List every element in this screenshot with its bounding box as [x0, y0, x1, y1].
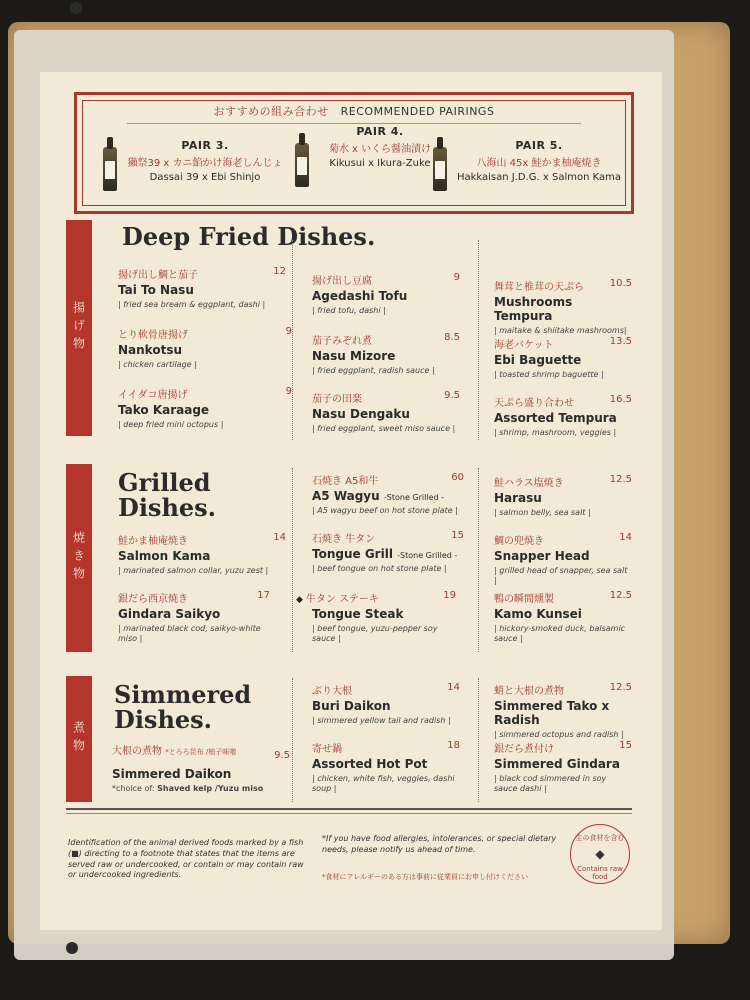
raw-fish-icon: ◆ [296, 595, 303, 605]
allergy-notice-jp: *食材にアレルギーのある方は事前に従業員にお申し付けください [322, 873, 529, 881]
menu-item: ぶり大根 14 Buri Daikon | simmered yellow tail and radish | [312, 682, 460, 725]
pair-4: PAIR 4. 菊水 x いくら醤油漬け Kikusui x Ikura-Zuke [328, 125, 432, 169]
menu-item: 蛸と大根の煮物 12.5 Simmered Tako x Radish | simmered octopus and radish | [494, 682, 632, 739]
menu-page [40, 72, 662, 930]
pair-3: PAIR 3. 獺祭39 x カニ餡かけ海老しんじょ Dassai 39 x Ebi Shinjo [127, 139, 283, 183]
pair-5: PAIR 5. 八海山 45x 鮭かま柚庵焼き Hakkaisan J.D.G. x Salmon Kama [456, 139, 622, 183]
sake-bottle-icon [295, 143, 309, 187]
menu-item: 揚げ出し鯛と茄子 12 Tai To Nasu | fried sea bream & eggplant, dashi | [118, 266, 286, 309]
menu-item: 石焼き 牛タン 15 Tongue Grill -Stone Grilled - | beef tongue on hot stone plate | [312, 530, 464, 573]
footer-divider [66, 813, 632, 814]
menu-item: とり軟骨唐揚げ 9 Nankotsu | chicken cartilage | [118, 326, 292, 369]
sake-bottle-icon [103, 147, 117, 191]
fried-section-title: Deep Fried Dishes. [122, 222, 376, 251]
menu-item: 寄せ鍋 18 Assorted Hot Pot | chicken, white fish, veggies, dashi soup | [312, 740, 460, 793]
menu-item: イイダコ唐揚げ 9 Tako Karaage | deep fried mini octopus | [118, 386, 292, 429]
menu-item: 揚げ出し豆腐 9 Agedashi Tofu | fried tofu, dashi | [312, 272, 460, 315]
sake-bottle-icon [433, 147, 447, 191]
menu-item: 銀だら西京焼き 17 Gindara Saikyo | marinated black cod, saikyo-white miso | [118, 590, 270, 643]
menu-item: 茄子の田楽 9.5 Nasu Dengaku | fried eggplant, sweet miso sauce | [312, 390, 460, 433]
allergy-notice: *If you have food allergies, intolerances, or special dietary needs, please notify us ahead of time. [322, 834, 557, 854]
menu-item: ◆ 牛タン ステーキ 19 Tongue Steak | beef tongue, yuzu-pepper soy sauce | [296, 590, 456, 643]
simmered-side-label: 煮物 [66, 676, 92, 802]
raw-food-footnote: Identification of the animal derived foods marked by a fish (■) directing to a footnote that states that the items are served raw or undercooked, or contain or may contain raw or undercooked ingredients. [68, 838, 304, 880]
footer-divider [66, 808, 632, 810]
binder-hole [70, 2, 82, 14]
binder-hole [66, 942, 78, 954]
grilled-section-title: Grilled Dishes. [118, 468, 217, 523]
raw-food-stamp: 生の食材を含む ◆ Contains raw food [570, 824, 630, 884]
menu-item: 鴨の瞬間燻製 12.5 Kamo Kunsei | hickory-smoked duck, balsamic sauce | [494, 590, 632, 643]
menu-item: 茄子みぞれ煮 8.5 Nasu Mizore | fried eggplant, radish sauce | [312, 332, 460, 375]
menu-item: 銀だら煮付け 15 Simmered Gindara | black cod simmered in soy sauce dashi | [494, 740, 632, 793]
menu-item: 鮭ハラス塩焼き 12.5 Harasu | salmon belly, sea salt | [494, 474, 632, 517]
menu-item: 鮭かま柚庵焼き 14 Salmon Kama | marinated salmon collar, yuzu zest | [118, 532, 286, 575]
menu-item-simmered-daikon: 大根の煮物 *とろろ昆布 /柚子味噌 9.5 Simmered Daikon *choice of: Shaved kelp /Yuzu miso [112, 746, 290, 793]
menu-item: 鯛の兜焼き 14 Snapper Head | grilled head of snapper, sea salt | [494, 532, 632, 585]
raw-fish-icon: ◆ [595, 847, 605, 861]
menu-item: 石焼き A5和牛 60 A5 Wagyu -Stone Grilled - | A5 wagyu beef on hot stone plate | [312, 472, 464, 515]
grilled-side-label: 焼き物 [66, 464, 92, 652]
recommended-pairings [74, 92, 634, 214]
menu-item: 海老バケット 13.5 Ebi Baguette | toasted shrimp baguette | [494, 336, 632, 379]
menu-item: 舞茸と椎茸の天ぷら 10.5 Mushrooms Tempura | maitake & shiitake mashrooms| [494, 278, 632, 335]
menu-item: 天ぷら盛り合わせ 16.5 Assorted Tempura | shrimp, mashroom, veggies | [494, 394, 632, 437]
pairings-title: おすすめの組み合わせ RECOMMENDED PAIRINGS [213, 105, 495, 118]
simmered-section-title: Simmered Dishes. [114, 680, 252, 735]
fried-side-label: 揚げ物 [66, 220, 92, 436]
